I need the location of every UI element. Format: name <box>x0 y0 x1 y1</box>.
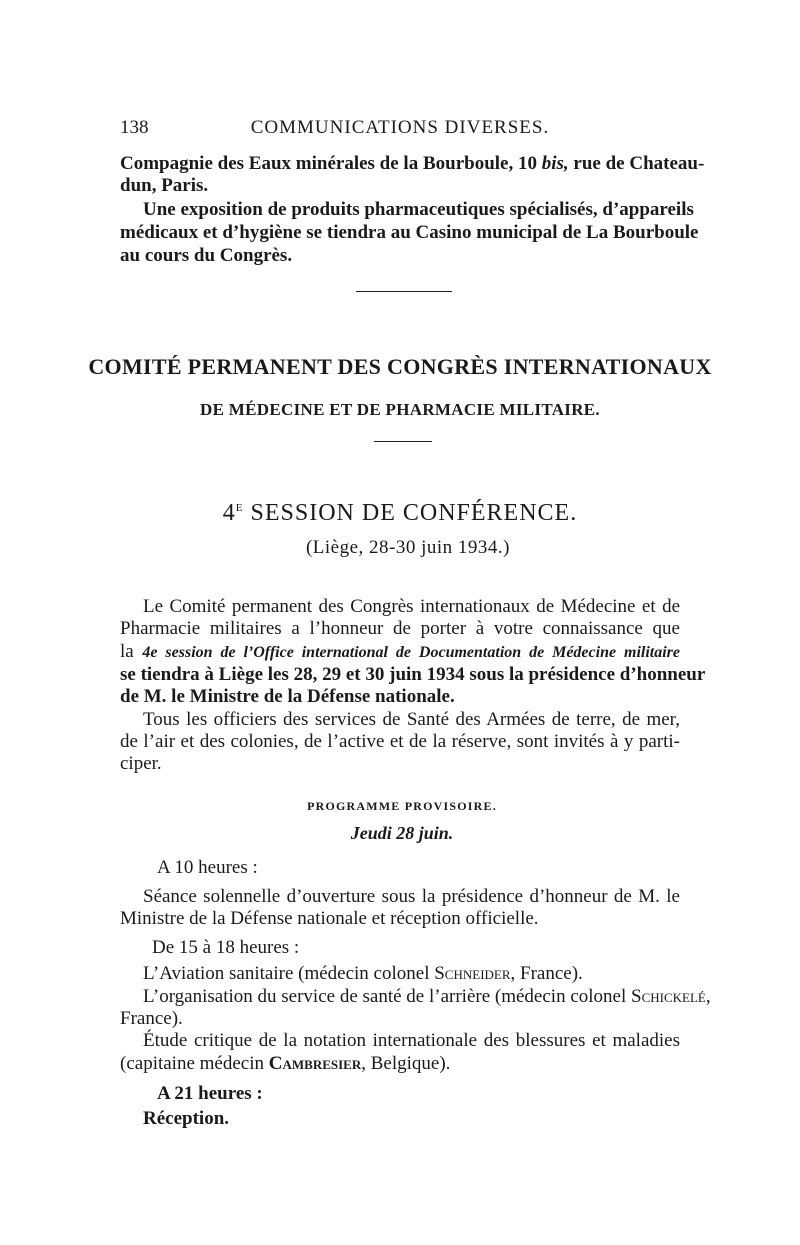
slot-2-item-3-line-1: Étude critique de la notation internationale des blessures et maladies <box>143 1030 680 1051</box>
running-title: COMMUNICATIONS DIVERSES. <box>250 117 550 138</box>
page-number: 138 <box>120 117 149 138</box>
time-slot-1: A 10 heures : <box>157 857 258 878</box>
committee-title-line-2: DE MÉDECINE ET DE PHARMACIE MILITAIRE. <box>200 400 600 419</box>
heading-divider <box>374 441 432 442</box>
body-p2-line-3: ciper. <box>120 753 162 774</box>
body-p2-line-2: de l’air et des colonies, de l’active et de la réserve, sont invités à y parti- <box>120 731 680 752</box>
committee-title-line-1: COMITÉ PERMANENT DES CONGRÈS INTERNATIONAUX <box>88 354 712 379</box>
slot-2-item-1: L’Aviation sanitaire (médecin colonel Schneider, France). <box>143 963 583 984</box>
section-divider <box>356 291 452 292</box>
session-title: $4^E$ SESSION DE CONFÉRENCE. <box>222 500 578 526</box>
intro-line-5: au cours du Congrès. <box>120 245 293 266</box>
slot-1-line-1: Séance solennelle d’ouverture sous la présidence d’honneur de M. le <box>143 886 680 907</box>
body-p1-line-1: Le Comité permanent des Congrès internationaux de Médecine et de <box>143 596 680 617</box>
body-p2-line-1: Tous les officiers des services de Santé des Armées de terre, de mer, <box>143 709 680 730</box>
slot-3-line-1: Réception. <box>143 1108 230 1129</box>
intro-line-2: dun, Paris. <box>120 175 209 196</box>
body-p1-line-4: se tiendra à Liège les 28, 29 et 30 juin 1934 sous la présidence d’honneur <box>120 664 706 685</box>
time-slot-3: A 21 heures : <box>157 1083 263 1104</box>
intro-line-1: Compagnie des Eaux minérales de la Bourboule, 10 bis, rue de Chateau- <box>120 153 705 174</box>
programme-heading: PROGRAMME PROVISOIRE. <box>307 799 497 813</box>
programme-day: Jeudi 28 juin. <box>350 823 454 843</box>
slot-2-item-2-line-1: L’organisation du service de santé de l’arrière (médecin colonel Schickelé, <box>143 986 711 1007</box>
body-p1-line-2: Pharmacie militaires a l’honneur de porter à votre connaissance que <box>120 618 680 639</box>
intro-line-3: Une exposition de produits pharmaceutiques spécialisés, d’appareils <box>143 199 694 220</box>
slot-2-item-2-line-2: France). <box>120 1008 183 1029</box>
session-place-date: (Liège, 28-30 juin 1934.) <box>305 537 511 558</box>
intro-line-4: médicaux et d’hygiène se tiendra au Casino municipal de La Bourboule <box>120 222 699 243</box>
slot-1-line-2: Ministre de la Défense nationale et réception officielle. <box>120 908 539 929</box>
time-slot-2: De 15 à 18 heures : <box>152 937 300 958</box>
slot-2-item-3-line-2: (capitaine médecin Cambresier, Belgique). <box>120 1053 451 1074</box>
body-p1-line-5: de M. le Ministre de la Défense nationale. <box>120 686 455 707</box>
body-p1-line-3: la 4e session de l’Office international de Documentation de Médecine militaire <box>120 641 680 662</box>
